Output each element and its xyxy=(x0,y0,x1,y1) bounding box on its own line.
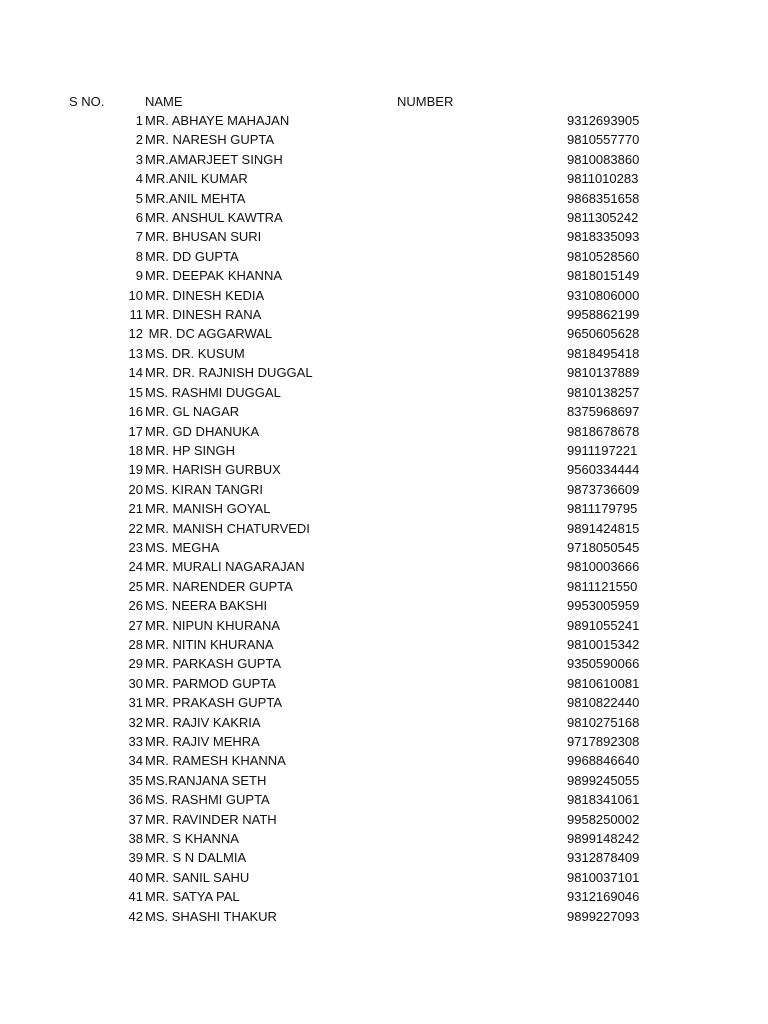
contact-name: MR. HARISH GURBUX xyxy=(145,462,281,478)
table-row xyxy=(0,751,768,770)
phone-number: 9312169046 xyxy=(567,889,640,905)
serial-number: 9 xyxy=(135,268,143,284)
serial-number: 22 xyxy=(128,520,143,536)
phone-number: 9810137889 xyxy=(567,365,640,381)
table-row xyxy=(0,266,768,285)
table-row xyxy=(0,480,768,499)
phone-number: 9899227093 xyxy=(567,908,640,924)
contact-name: MR. GD DHANUKA xyxy=(145,423,260,439)
table-row xyxy=(0,577,768,596)
phone-number: 9818495418 xyxy=(567,345,640,361)
phone-number: 9717892308 xyxy=(567,734,640,749)
table-row xyxy=(0,654,768,673)
contact-name: MS. RASHMI DUGGAL xyxy=(145,384,281,400)
phone-number: 9811010283 xyxy=(567,171,639,187)
contact-rows xyxy=(0,111,768,926)
contact-name: MS. KIRAN TANGRI xyxy=(145,481,263,497)
contact-name: MR. S KHANNA xyxy=(145,831,239,847)
serial-number: 27 xyxy=(128,617,143,633)
serial-number: 8 xyxy=(135,248,143,264)
phone-number: 9911197221 xyxy=(567,442,638,458)
table-row xyxy=(0,111,768,130)
contact-name: MR. SATYA PAL xyxy=(145,889,240,905)
serial-number: 11 xyxy=(129,307,143,323)
table-row xyxy=(0,829,768,848)
contact-name: MR. DR. RAJNISH DUGGAL xyxy=(145,365,313,381)
serial-number: 21 xyxy=(128,501,143,517)
phone-number: 9811121550 xyxy=(567,578,638,594)
phone-number: 9891055241 xyxy=(567,617,640,633)
contact-name: MR. RAVINDER NATH xyxy=(145,811,277,827)
contact-name: MR. DD GUPTA xyxy=(145,248,239,264)
serial-number: 33 xyxy=(128,734,143,749)
phone-number: 9818015149 xyxy=(567,268,640,284)
phone-number: 9810528560 xyxy=(567,248,640,264)
phone-number: 9968846640 xyxy=(567,753,640,769)
contact-name: MR. DEEPAK KHANNA xyxy=(145,268,283,284)
contact-name: MR. SANIL SAHU xyxy=(145,869,250,885)
table-row xyxy=(0,596,768,615)
table-row xyxy=(0,344,768,363)
serial-number: 17 xyxy=(128,423,143,439)
serial-number: 2 xyxy=(135,132,143,148)
phone-number: 8375968697 xyxy=(567,404,640,420)
serial-number: 1 xyxy=(135,113,143,128)
table-row xyxy=(0,422,768,441)
serial-number: 4 xyxy=(135,171,143,187)
phone-number: 9868351658 xyxy=(567,190,640,206)
table-row xyxy=(0,363,768,382)
phone-number: 9953005959 xyxy=(567,598,640,614)
table-row xyxy=(0,616,768,635)
serial-number: 25 xyxy=(128,578,143,594)
phone-number: 9560334444 xyxy=(567,462,640,478)
phone-number: 9810037101 xyxy=(567,869,640,885)
serial-number: 7 xyxy=(135,229,143,245)
contact-name: MS. DR. KUSUM xyxy=(145,345,245,361)
phone-number: 9350590066 xyxy=(567,656,640,672)
contact-list-sheet xyxy=(0,92,768,926)
phone-number: 9810275168 xyxy=(567,714,640,730)
phone-number: 9873736609 xyxy=(567,481,640,497)
phone-number: 9899245055 xyxy=(567,772,640,788)
contact-name: MR.ANIL MEHTA xyxy=(145,190,246,206)
phone-number: 9718050545 xyxy=(567,539,640,555)
table-row xyxy=(0,771,768,790)
serial-number: 35 xyxy=(128,772,143,788)
contact-name: MS. RASHMI GUPTA xyxy=(145,792,270,808)
contact-name: MR. PRAKASH GUPTA xyxy=(145,695,283,711)
contact-name: MR. DINESH KEDIA xyxy=(145,287,265,303)
table-row xyxy=(0,499,768,518)
contact-name: MR. NITIN KHURANA xyxy=(145,636,274,652)
serial-number: 39 xyxy=(128,850,143,866)
table-row xyxy=(0,907,768,926)
serial-number: 6 xyxy=(135,210,143,226)
table-row xyxy=(0,402,768,421)
serial-number: 37 xyxy=(128,811,143,827)
serial-number: 20 xyxy=(128,481,143,497)
contact-name: MS.RANJANA SETH xyxy=(145,772,267,788)
contact-name: MR. NIPUN KHURANA xyxy=(145,617,281,633)
contact-name: MR. NARENDER GUPTA xyxy=(145,578,293,594)
table-row xyxy=(0,848,768,867)
contact-name: MR. ABHAYE MAHAJAN xyxy=(145,113,290,128)
column-header-name: NAME xyxy=(145,94,183,109)
phone-number: 9810083860 xyxy=(567,151,640,167)
table-row xyxy=(0,247,768,266)
table-row xyxy=(0,868,768,887)
serial-number: 29 xyxy=(128,656,143,672)
contact-name: MR. DC AGGARWAL xyxy=(145,326,273,342)
contact-name: MS. NEERA BAKSHI xyxy=(145,598,268,614)
contact-name: MS. SHASHI THAKUR xyxy=(145,908,277,924)
phone-number: 9818335093 xyxy=(567,229,640,245)
phone-number: 9312693905 xyxy=(567,113,640,128)
serial-number: 42 xyxy=(128,908,143,924)
phone-number: 9958250002 xyxy=(567,811,640,827)
phone-number: 9958862199 xyxy=(567,307,640,323)
serial-number: 41 xyxy=(128,889,143,905)
phone-number: 9312878409 xyxy=(567,850,640,866)
phone-number: 9811305242 xyxy=(567,210,639,226)
serial-number: 10 xyxy=(128,287,143,303)
serial-number: 31 xyxy=(128,695,143,711)
phone-number: 9810003666 xyxy=(567,559,640,575)
contact-name: MR. MURALI NAGARAJAN xyxy=(145,559,305,575)
contact-name: MR. GL NAGAR xyxy=(145,404,240,420)
contact-name: MR. PARKASH GUPTA xyxy=(145,656,282,672)
phone-number: 9810015342 xyxy=(567,636,640,652)
table-row xyxy=(0,635,768,654)
table-row xyxy=(0,130,768,149)
serial-number: 23 xyxy=(128,539,143,555)
table-row xyxy=(0,286,768,305)
serial-number: 34 xyxy=(128,753,143,769)
phone-number: 9818678678 xyxy=(567,423,640,439)
table-row xyxy=(0,519,768,538)
contact-name: MR. RAJIV KAKRIA xyxy=(145,714,261,730)
table-row xyxy=(0,441,768,460)
contact-name: MR. HP SINGH xyxy=(145,442,236,458)
contact-name: MR. MANISH GOYAL xyxy=(145,501,271,517)
phone-number: 9810557770 xyxy=(567,132,640,148)
phone-number: 9650605628 xyxy=(567,326,640,342)
table-row xyxy=(0,810,768,829)
serial-number: 14 xyxy=(128,365,143,381)
table-row xyxy=(0,324,768,343)
phone-number: 9899148242 xyxy=(567,831,640,847)
serial-number: 3 xyxy=(135,151,143,167)
serial-number: 16 xyxy=(128,404,143,420)
serial-number: 5 xyxy=(135,190,143,206)
serial-number: 40 xyxy=(128,869,143,885)
contact-name: MR.AMARJEET SINGH xyxy=(145,151,283,167)
serial-number: 12 xyxy=(128,326,143,342)
table-row xyxy=(0,150,768,169)
serial-number: 15 xyxy=(128,384,143,400)
table-row xyxy=(0,208,768,227)
phone-number: 9810610081 xyxy=(567,675,640,691)
contact-name: MR. RAJIV MEHRA xyxy=(145,734,260,749)
table-row xyxy=(0,557,768,576)
table-row xyxy=(0,189,768,208)
serial-number: 30 xyxy=(128,675,143,691)
phone-number: 9810138257 xyxy=(567,384,640,400)
table-row xyxy=(0,693,768,712)
table-row xyxy=(0,460,768,479)
serial-number: 38 xyxy=(128,831,143,847)
column-header-number: NUMBER xyxy=(397,94,454,109)
serial-number: 19 xyxy=(128,462,143,478)
phone-number: 9891424815 xyxy=(567,520,640,536)
phone-number: 9310806000 xyxy=(567,287,640,303)
column-header-sno: S NO. xyxy=(69,94,105,109)
contact-name: MR. PARMOD GUPTA xyxy=(145,675,276,691)
contact-name: MR. MANISH CHATURVEDI xyxy=(145,520,310,536)
serial-number: 36 xyxy=(128,792,143,808)
serial-number: 32 xyxy=(128,714,143,730)
table-row xyxy=(0,169,768,188)
serial-number: 24 xyxy=(128,559,143,575)
contact-name: MR. ANSHUL KAWTRA xyxy=(145,210,283,226)
contact-name: MR. BHUSAN SURI xyxy=(145,229,262,245)
table-row xyxy=(0,674,768,693)
table-row xyxy=(0,538,768,557)
phone-number: 9818341061 xyxy=(567,792,640,808)
table-row xyxy=(0,383,768,402)
contact-name: MR. NARESH GUPTA xyxy=(145,132,275,148)
contact-name: MS. MEGHA xyxy=(145,539,220,555)
contact-name: MR.ANIL KUMAR xyxy=(145,171,248,187)
table-row xyxy=(0,790,768,809)
table-row xyxy=(0,732,768,751)
phone-number: 9810822440 xyxy=(567,695,640,711)
table-row xyxy=(0,227,768,246)
serial-number: 18 xyxy=(128,442,143,458)
contact-name: MR. S N DALMIA xyxy=(145,850,247,866)
contact-name: MR. RAMESH KHANNA xyxy=(145,753,286,769)
serial-number: 13 xyxy=(128,345,143,361)
serial-number: 28 xyxy=(128,636,143,652)
table-row xyxy=(0,305,768,324)
header-row xyxy=(0,92,768,111)
serial-number: 26 xyxy=(128,598,143,614)
contact-name: MR. DINESH RANA xyxy=(145,307,262,323)
phone-number: 9811179795 xyxy=(567,501,638,517)
table-row xyxy=(0,713,768,732)
table-row xyxy=(0,887,768,906)
